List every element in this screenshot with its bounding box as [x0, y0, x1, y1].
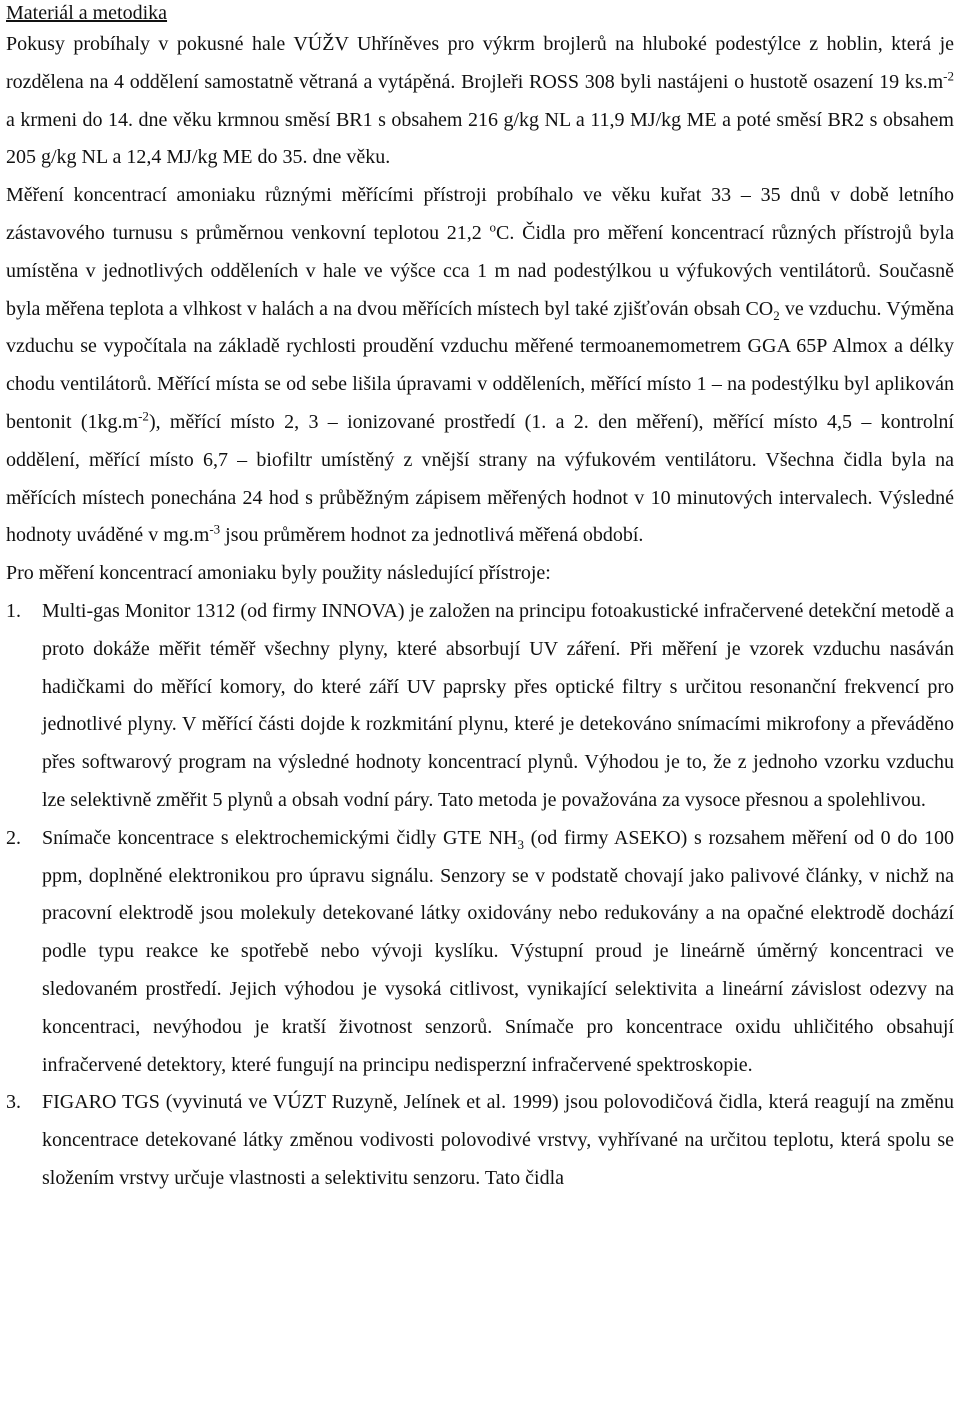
text-run: ), měřící místo 2, 3 – ionizované prostředí (1. a 2. den měření), měřící místo 4,5 – kontrolní oddělení, měřící místo 6,7 – biofiltr umístěný z vnější strany na výfukovém ventilátoru. Všechna čidla byla na měřících místech ponechána 24 hod s průběžným zápisem měřených hodnot v 10 minutových intervalech. Výsledné hodnoty uváděné v mg.m: [6, 410, 954, 547]
paragraph-instruments-intro: Pro měření koncentrací amoniaku byly použity následující přístroje:: [6, 562, 551, 585]
text-run: Snímače koncentrace s elektrochemickými čidly GTE NH: [42, 826, 518, 849]
paragraph-conditions: [6, 26, 954, 177]
list-item: [6, 820, 954, 1085]
text-run: ve vzduchu. Výměna vzduchu se vypočítala na základě rychlosti proudění vzduchu měřené termoanemometrem GGA 65P Almox a délky chodu ventilátorů. Měřící místa se od sebe lišila úpravami v odděleních, měřící místo 1 – na podestýlku byl aplikován bentonit (1kg.m: [6, 297, 955, 433]
text-run: Pokusy probíhaly v pokusné hale VÚŽV Uhříněves pro výkrm brojlerů na hluboké podestýlce z hoblin, která je rozdělena na 4 oddělení samostatně větraná a vytápěná. Brojleři ROSS 308 byli nastájeni o hustotě osazení 19 ks.m: [6, 33, 954, 93]
text-run: (od firmy ASEKO) s rozsahem měření od 0 do 100 ppm, doplněné elektronikou pro úpravu signálu. Senzory se v podstatě chovají jako palivové články, v nichž na pracovní elektrodě jsou molekuly detekované látky oxidovány nebo redukovány a na opačné elektrodě dochází podle typu reakce ke spotřebě nebo vývoji kyslíku. Výstupní proud je lineárně úměrný koncentraci ve sledovaném prostředí. Jejich výhodou je vysoká citlivost, vynikající selektivita a lineární závislost odezvy na koncentraci, nevýhodou je kratší životnost senzorů. Snímače pro koncentrace oxidu uhličitého obsahují infračervené detektory, které fungují na principu nedisperzní infračervené spektroskopie.: [42, 826, 955, 1076]
text-run: C. Čidla pro měření koncentrací různých přístrojů byla umístěna v jednotlivých odděleních v hale ve výšce cca 1 m nad podestýlkou u výfukových ventilátorů. Současně byla měřena teplota a vlhkost v halách a na dvou měřících místech byl také zjišťován obsah CO: [6, 221, 954, 320]
subscript: 3: [517, 836, 524, 852]
superscript: -2: [943, 68, 954, 84]
paragraph-measurement: [6, 177, 954, 555]
list-number: 3.: [6, 1091, 21, 1114]
superscript: -2: [138, 408, 149, 424]
list-item: [6, 593, 954, 820]
superscript: -3: [209, 521, 221, 537]
list-item: [6, 1084, 954, 1197]
text-run: jsou průměrem hodnot za jednotlivá měřená období.: [220, 524, 644, 547]
section-heading: Materiál a metodika: [6, 2, 168, 24]
list-number: 2.: [6, 826, 21, 849]
list-text: Multi-gas Monitor 1312 (od firmy INNOVA) je založen na principu fotoakustické infračervené detekční metodě a proto dokáže měřit téměř všechny plyny, které absorbují UV záření. Při měření je vzorek vzduchu nasáván hadičkami do měřící komory, do které září UV paprsky přes optické filtry s určitou resonanční frekvencí pro jednotlivé plyny. V měřící části dojde k rozkmitání plynu, které je detekováno snímacími mikrofony a převáděno přes softwarový program na výsledné hodnoty koncentrací plynů. Výhodou je to, že z jednoho vzorku vzduchu lze selektivně změřit 5 plynů a obsah vodní páry. Tato metoda je považována za vysoce přesnou a spolehlivou.: [42, 599, 954, 811]
superscript: o: [489, 219, 497, 235]
list-number: 1.: [6, 599, 21, 622]
list-text: FIGARO TGS (vyvinutá ve VÚZT Ruzyně, Jelínek et al. 1999) jsou polovodičová čidla, která reagují na změnu koncentrace detekované látky změnou vodivosti polovodivé vrstvy, vyhřívané na určitou teplotu, která spolu se složením vrstvy určuje vlastnosti a selektivitu senzoru. Tato čidla: [42, 1091, 954, 1189]
list-text: [42, 820, 954, 1085]
text-run: Měření koncentrací amoniaku různými měřícími přístroji probíhalo ve věku kuřat 33 – 35 dnů v době letního zástavového turnusu s průměrnou venkovní teplotou 21,2: [6, 184, 954, 244]
text-run: a krmeni do 14. dne věku krmnou směsí BR1 s obsahem 216 g/kg NL a 11,9 MJ/kg ME a poté směsí BR2 s obsahem 205 g/kg NL a 12,4 MJ/kg ME do 35. dne věku.: [6, 108, 954, 169]
instrument-list: [6, 593, 954, 1198]
subscript: 2: [773, 307, 780, 323]
